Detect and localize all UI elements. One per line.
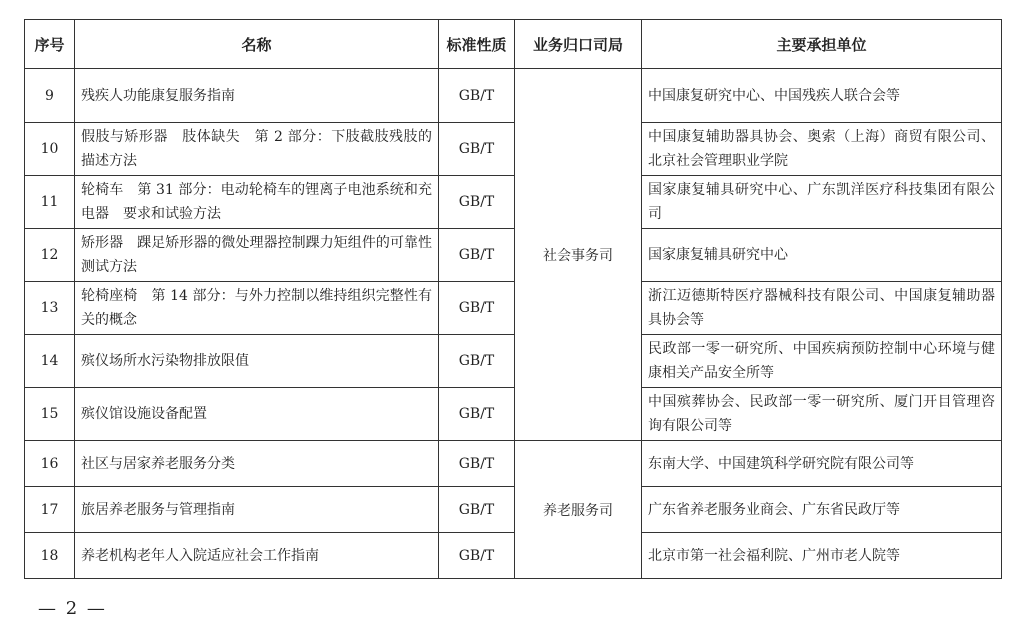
page-number: — 2 — — [38, 598, 107, 619]
header-name: 名称 — [75, 20, 439, 69]
row-no: 16 — [25, 441, 75, 487]
row-name: 养老机构老年人入院适应社会工作指南 — [75, 533, 439, 579]
row-no: 12 — [25, 229, 75, 282]
row-name: 社区与居家养老服务分类 — [75, 441, 439, 487]
row-name: 殡仪场所水污染物排放限值 — [75, 335, 439, 388]
row-standard-type: GB/T — [439, 388, 515, 441]
row-no: 10 — [25, 123, 75, 176]
table-row — [25, 533, 1002, 579]
row-name: 殡仪馆设施设备配置 — [75, 388, 439, 441]
table-row — [25, 176, 1002, 229]
table-header-row — [25, 20, 1002, 69]
table-row — [25, 123, 1002, 176]
row-standard-type: GB/T — [439, 335, 515, 388]
row-unit: 广东省养老服务业商会、广东省民政厅等 — [642, 487, 1002, 533]
row-standard-type: GB/T — [439, 441, 515, 487]
row-name: 轮椅车 第 31 部分：电动轮椅车的锂离子电池系统和充电器 要求和试验方法 — [75, 176, 439, 229]
row-standard-type: GB/T — [439, 229, 515, 282]
row-unit: 中国殡葬协会、民政部一零一研究所、厦门开目管理咨询有限公司等 — [642, 388, 1002, 441]
table-row — [25, 69, 1002, 123]
row-unit: 民政部一零一研究所、中国疾病预防控制中心环境与健康相关产品安全所等 — [642, 335, 1002, 388]
table-row — [25, 388, 1002, 441]
header-no: 序号 — [25, 20, 75, 69]
row-no: 14 — [25, 335, 75, 388]
row-unit: 东南大学、中国建筑科学研究院有限公司等 — [642, 441, 1002, 487]
row-unit: 北京市第一社会福利院、广州市老人院等 — [642, 533, 1002, 579]
header-department: 业务归口司局 — [515, 20, 642, 69]
row-unit: 浙江迈德斯特医疗器械科技有限公司、中国康复辅助器具协会等 — [642, 282, 1002, 335]
row-unit: 中国康复辅助器具协会、奥索（上海）商贸有限公司、北京社会管理职业学院 — [642, 123, 1002, 176]
row-name: 假肢与矫形器 肢体缺失 第 2 部分：下肢截肢残肢的描述方法 — [75, 123, 439, 176]
standards-table — [24, 19, 1002, 579]
row-standard-type: GB/T — [439, 282, 515, 335]
row-standard-type: GB/T — [439, 533, 515, 579]
row-unit: 国家康复辅具研究中心、广东凯洋医疗科技集团有限公司 — [642, 176, 1002, 229]
row-unit: 国家康复辅具研究中心 — [642, 229, 1002, 282]
table-row — [25, 487, 1002, 533]
row-unit: 中国康复研究中心、中国残疾人联合会等 — [642, 69, 1002, 123]
row-name: 轮椅座椅 第 14 部分：与外力控制以维持组织完整性有关的概念 — [75, 282, 439, 335]
row-name: 旅居养老服务与管理指南 — [75, 487, 439, 533]
row-name: 残疾人功能康复服务指南 — [75, 69, 439, 123]
table-row — [25, 441, 1002, 487]
row-no: 9 — [25, 69, 75, 123]
row-name: 矫形器 踝足矫形器的微处理器控制踝力矩组件的可靠性测试方法 — [75, 229, 439, 282]
table-row — [25, 229, 1002, 282]
row-department: 社会事务司 — [515, 69, 642, 441]
row-standard-type: GB/T — [439, 487, 515, 533]
header-standard-type: 标准性质 — [439, 20, 515, 69]
header-responsible-unit: 主要承担单位 — [642, 20, 1002, 69]
row-standard-type: GB/T — [439, 69, 515, 123]
row-no: 11 — [25, 176, 75, 229]
table-row — [25, 335, 1002, 388]
row-department: 养老服务司 — [515, 441, 642, 579]
row-no: 13 — [25, 282, 75, 335]
row-standard-type: GB/T — [439, 176, 515, 229]
row-standard-type: GB/T — [439, 123, 515, 176]
row-no: 15 — [25, 388, 75, 441]
row-no: 18 — [25, 533, 75, 579]
row-no: 17 — [25, 487, 75, 533]
table-row — [25, 282, 1002, 335]
